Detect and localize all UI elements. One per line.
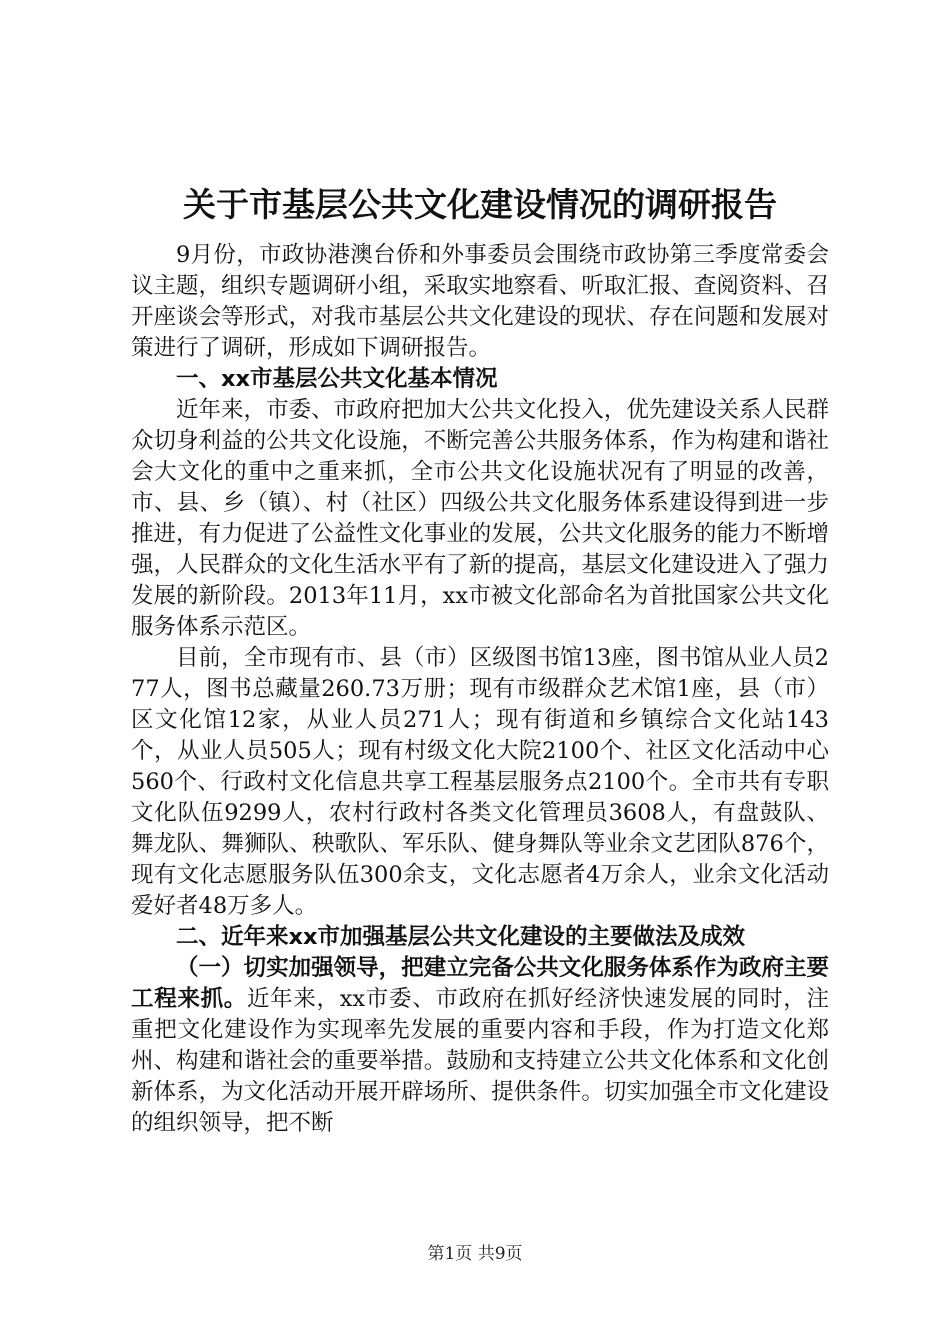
section-1-paragraph-2: 目前，全市现有市、县（市）区级图书馆13座，图书馆从业人员277人，图书总藏量260.73万册；现有市级群众艺术馆1座，县（市）区文化馆12家，从业人员271人；现有街道和乡镇综合文化站143个，从业人员505人；现有村级文化大院2100个、社区文化活动中心560个、行政村文化信息共享工程基层服务点2100个。全市共有专职文化队伍9299人，农村行政村各类文化管理员3608人，有盘鼓队、舞龙队、舞狮队、秧歌队、军乐队、健身舞队等业余文艺团队876个，现有文化志愿服务队伍300余支，文化志愿者4万余人，业余文化活动爱好者48万多人。 [131, 645, 829, 919]
section-2-subsection-1 [131, 953, 829, 1139]
subsection-1-body: 近年来，xx市委、市政府在抓好经济快速发展的同时，注重把文化建设作为实现率先发展的重要内容和手段，作为打造文化郑州、构建和谐社会的重要举措。鼓励和支持建立公共文化体系和文化创新体系，为文化活动开展开辟场所、提供条件。切实加强全市文化建设的组织领导，把不断 [131, 986, 829, 1136]
section-1-paragraph-1: 近年来，市委、市政府把加大公共文化投入，优先建设关系人民群众切身利益的公共文化设施，不断完善公共服务体系，作为构建和谐社会大文化的重中之重来抓，全市公共文化设施状况有了明显的改善，市、县、乡（镇）、村（社区）四级公共文化服务体系建设得到进一步推进，有力促进了公益性文化事业的发展，公共文化服务的能力不断增强，人民群众的文化生活水平有了新的提高，基层文化建设进入了强力发展的新阶段。2013年11月，xx市被文化部命名为首批国家公共文化服务体系示范区。 [131, 397, 829, 640]
section-2-heading: 二、近年来xx市加强基层公共文化建设的主要做法及成效 [176, 924, 746, 950]
section-1-heading: 一、xx市基层公共文化基本情况 [176, 366, 498, 392]
page-number: 第1页 [427, 1244, 473, 1264]
intro-paragraph: 9月份，市政协港澳台侨和外事委员会围绕市政协第三季度常委会议主题，组织专题调研小组，采取实地察看、听取汇报、查阅资料、召开座谈会等形式，对我市基层公共文化建设的现状、存在问题和发展对策进行了调研，形成如下调研报告。 [131, 242, 829, 361]
page-total: 共9页 [477, 1244, 523, 1264]
document-body [131, 180, 829, 1139]
subsection-1-lead: （一）切实加强领导，把建立完备公共文化服务体系作为政府主要工程来抓。 [131, 955, 829, 1012]
page-footer [0, 1242, 950, 1266]
document-title: 关于市基层公共文化建设情况的调研报告 [183, 185, 777, 224]
